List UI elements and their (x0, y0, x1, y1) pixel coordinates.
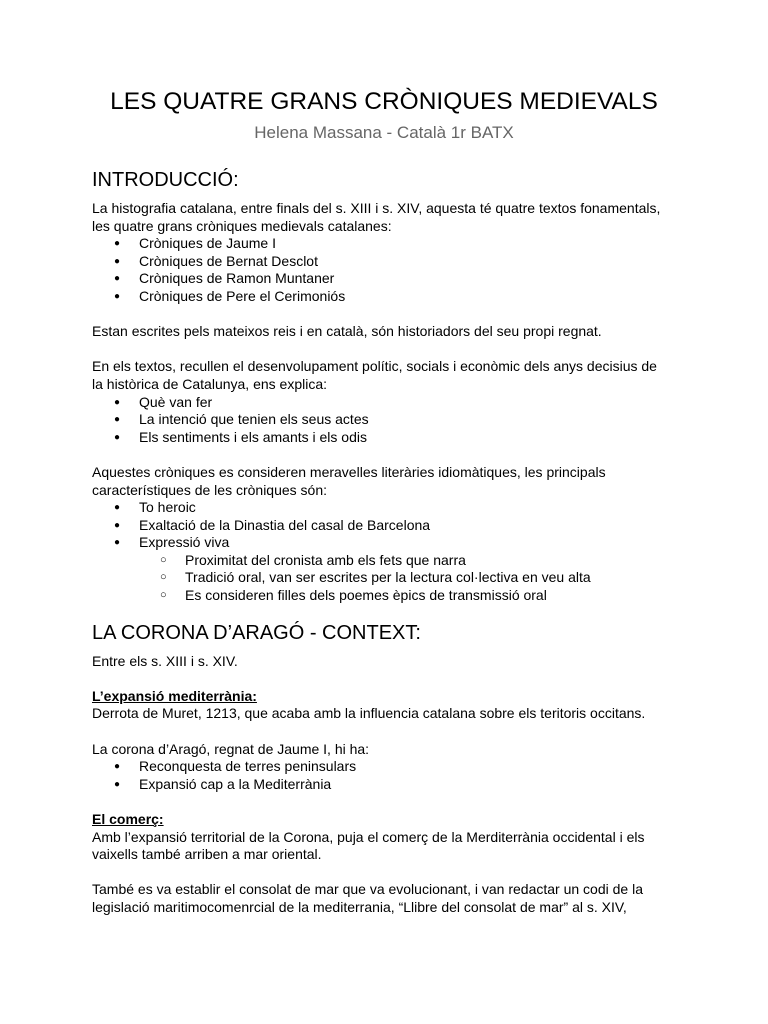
paragraph: El comerç: Amb l’expansió territorial de la Corona, puja el comerç de la Merditerrània occidental i els vaixells també arriben a mar oriental. (92, 811, 645, 863)
section-heading-introduccio: INTRODUCCIÓ: (92, 169, 239, 191)
bullet-icon: ● (114, 502, 121, 514)
document-title: LES QUATRE GRANS CRÒNIQUES MEDIEVALS (110, 88, 658, 115)
circle-bullet-icon: ○ (160, 571, 167, 584)
paragraph: Aquestes cròniques es consideren meravelles literàries idiomàtiques, les principals característiques de les cròniques són: (92, 463, 606, 498)
subheading-expansio: L’expansió mediterrània: (92, 687, 257, 704)
subheading-comerc: El comerç: (92, 811, 164, 827)
list-item: ● Cròniques de Bernat Desclot (114, 252, 318, 269)
paragraph: Entre els s. XIII i s. XIV. (92, 652, 238, 669)
circle-bullet-icon: ○ (160, 589, 167, 602)
bullet-icon: ● (114, 778, 121, 790)
bullet-icon: ● (114, 431, 121, 443)
paragraph: La corona d’Aragó, regnat de Jaume I, hi ha: (92, 740, 370, 757)
bullet-icon: ● (114, 273, 121, 285)
sub-list-item: ○ Es consideren filles dels poemes èpics de transmissió oral (160, 587, 547, 604)
paragraph: També es va establir el consolat de mar que va evolucionant, i van redactar un codi de la legislació maritimocomenrcial de la mediterrania, “Llibre del consolat de mar” al s. XIV, (92, 881, 643, 915)
bullet-list-caracteristiques (92, 499, 682, 552)
list-item: ● Cròniques de Pere el Cerimoniós (114, 287, 346, 304)
bullet-icon: ● (114, 238, 121, 250)
section-heading-corona: LA CORONA D’ARAGÓ - CONTEXT: (92, 621, 421, 644)
list-item: ● Expansió cap a la Mediterrània (114, 775, 332, 792)
paragraph: L’expansió mediterrània: Derrota de Muret, 1213, que acaba amb la influencia catalana sobre els teritoris occitans. (92, 687, 646, 722)
list-item: ● Cròniques de Ramon Muntaner (114, 270, 335, 287)
list-item: ● Expressió viva (114, 534, 230, 551)
bullet-icon: ● (114, 537, 121, 549)
list-item: ● Els sentiments i els amants i els odis (114, 428, 367, 445)
paragraph: En els textos, recullen el desenvolupament polític, socials i econòmic dels anys decisius de la històrica de Catalunya, ens explica: (92, 358, 657, 392)
sub-list-item: ○ Proximitat del cronista amb els fets que narra (160, 551, 466, 568)
bullet-icon: ● (114, 519, 121, 531)
list-item: ● La intenció que tenien els seus actes (114, 411, 369, 428)
paragraph: Estan escrites pels mateixos reis i en català, són historiadors del seu propi regnat. (92, 323, 602, 340)
bullet-icon: ● (114, 414, 121, 426)
bullet-list-croniques (92, 235, 682, 305)
bullet-list-explica (92, 394, 682, 447)
sub-bullet-list (92, 552, 682, 605)
list-item: ● Reconquesta de terres peninsulars (114, 758, 357, 775)
bullet-icon: ● (114, 255, 121, 267)
bullet-icon: ● (114, 761, 121, 773)
bullet-icon: ● (114, 396, 121, 408)
list-item: ● Exaltació de la Dinastia del casal de Barcelona (114, 516, 431, 533)
list-item: ● Què van fer (114, 393, 213, 410)
circle-bullet-icon: ○ (160, 553, 167, 566)
list-item: ● To heroic (114, 499, 196, 516)
list-item: ● Cròniques de Jaume I (114, 235, 276, 252)
document-subtitle: Helena Massana - Català 1r BATX (254, 123, 514, 142)
bullet-list-jaume (92, 758, 682, 793)
paragraph: La histografia catalana, entre finals del s. XIII i s. XIV, aquesta té quatre textos fonamentals, les quatre grans cròniques medievals catalanes: (92, 200, 661, 234)
bullet-icon: ● (114, 290, 121, 302)
document-body (92, 166, 682, 917)
sub-list-item: ○ Tradició oral, van ser escrites per la lectura col·lectiva en veu alta (160, 569, 591, 586)
